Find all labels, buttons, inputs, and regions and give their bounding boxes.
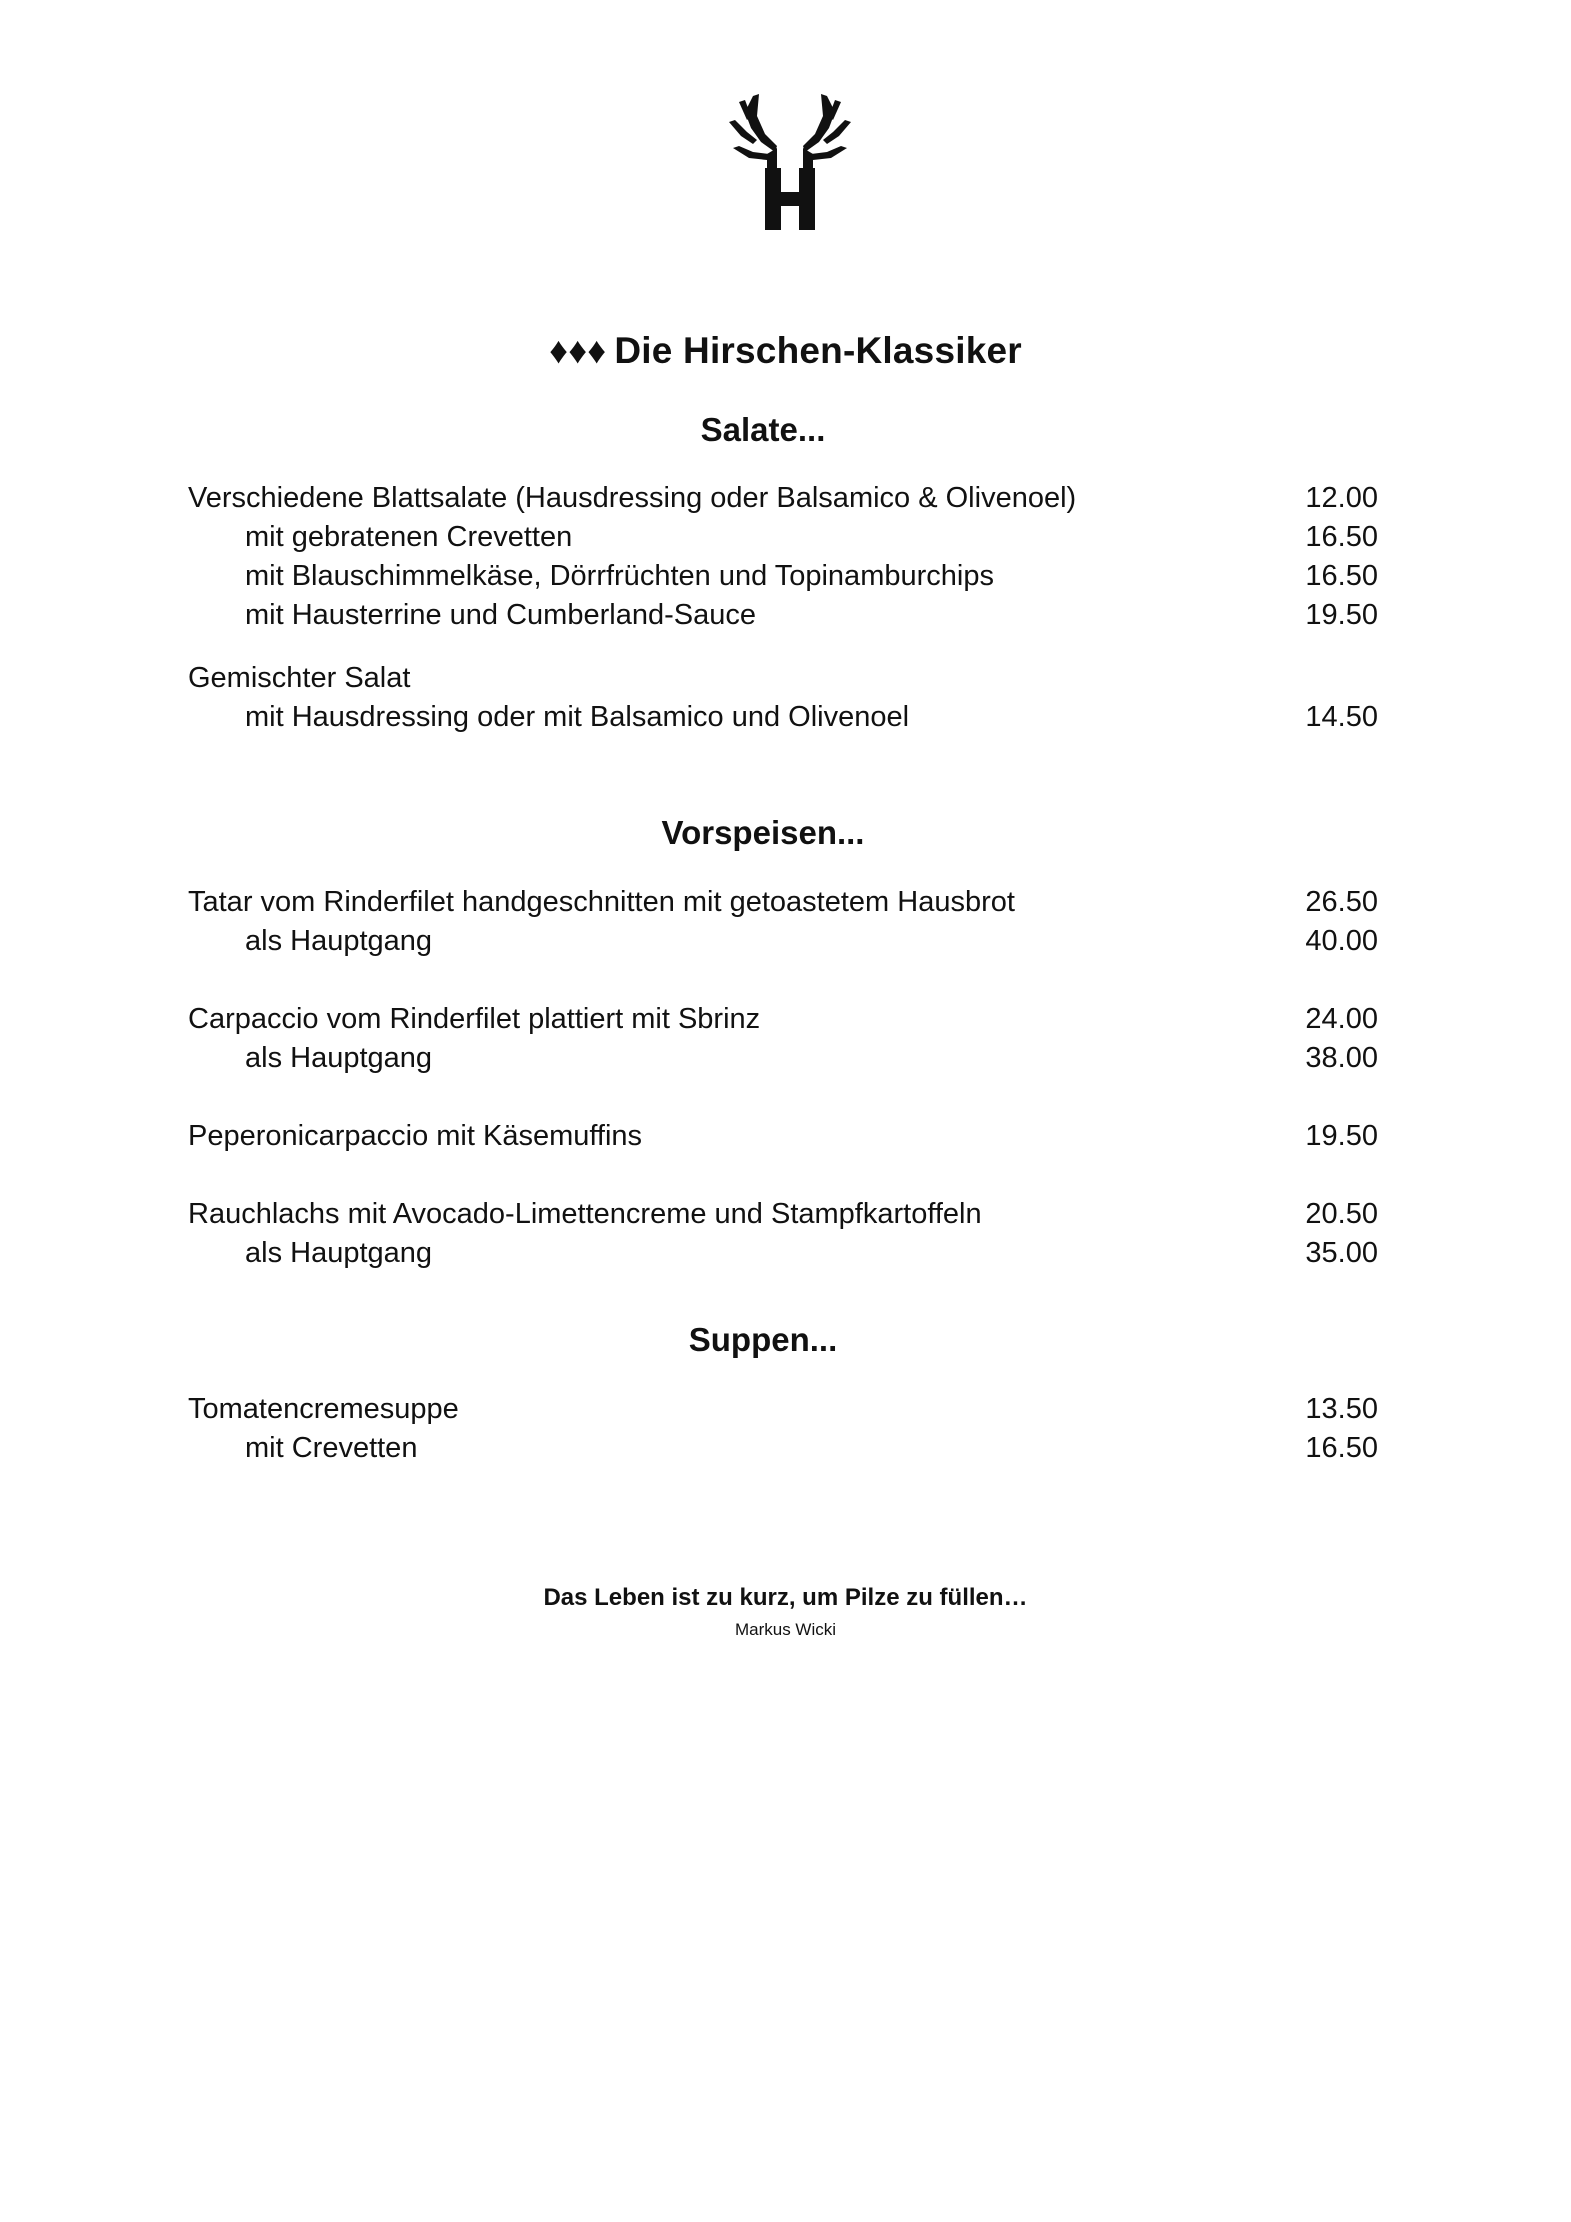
menu-item-price: 14.50 — [1305, 701, 1378, 733]
menu-item-name: mit Hausdressing oder mit Balsamico und Olivenoel — [245, 701, 910, 733]
menu-item-name: Gemischter Salat — [188, 662, 411, 694]
section-title-vorspeisen: Vorspeisen... — [661, 814, 865, 851]
section-title-suppen: Suppen... — [688, 1321, 838, 1358]
page-title-text: Die Hirschen-Klassiker — [614, 330, 1022, 371]
menu-item-price: 24.00 — [1305, 1003, 1378, 1035]
menu-group — [188, 1117, 1378, 1156]
page-title — [0, 330, 1571, 372]
menu-item — [188, 1000, 1378, 1039]
menu-group — [188, 1000, 1378, 1078]
section-vorspeisen — [188, 883, 1378, 1273]
footer-quote-author: Markus Wicki — [734, 1620, 837, 1639]
diamond-icons: ♦♦♦ — [549, 330, 607, 371]
menu-item-price: 16.50 — [1305, 521, 1378, 553]
menu-item-name: Tomatencremesuppe — [188, 1393, 459, 1425]
menu-item-price: 16.50 — [1305, 560, 1378, 592]
menu-item — [188, 659, 1378, 698]
menu-item — [188, 1195, 1378, 1234]
menu-item-name: Peperonicarpaccio mit Käsemuffins — [188, 1120, 643, 1152]
menu-item-price: 35.00 — [1305, 1237, 1378, 1269]
menu-item-price: 12.00 — [1305, 482, 1378, 514]
menu-item-price: 13.50 — [1305, 1393, 1378, 1425]
menu-item — [188, 557, 1378, 596]
menu-item-name: mit gebratenen Crevetten — [245, 521, 573, 553]
menu-item-price: 19.50 — [1305, 599, 1378, 631]
menu-item-price: 16.50 — [1305, 1432, 1378, 1464]
menu-item-price: 26.50 — [1305, 886, 1378, 918]
menu-item-name: mit Crevetten — [245, 1432, 418, 1464]
stag-antler-h-logo-icon — [725, 88, 855, 233]
menu-group — [188, 479, 1378, 635]
menu-item — [188, 1234, 1378, 1273]
menu-item — [188, 922, 1378, 961]
menu-item-name: mit Blauschimmelkäse, Dörrfrüchten und Topinamburchips — [245, 560, 994, 592]
menu-item-price: 19.50 — [1305, 1120, 1378, 1152]
menu-item — [188, 1117, 1378, 1156]
menu-item — [188, 479, 1378, 518]
menu-item-price: 20.50 — [1305, 1198, 1378, 1230]
menu-item — [188, 518, 1378, 557]
menu-item — [188, 883, 1378, 922]
section-suppen — [188, 1390, 1378, 1468]
menu-item-name: mit Hausterrine und Cumberland-Sauce — [245, 599, 756, 631]
menu-item — [188, 1390, 1378, 1429]
menu-group — [188, 659, 1378, 737]
menu-item — [188, 698, 1378, 737]
section-title-salate: Salate... — [700, 411, 826, 448]
menu-item-name: als Hauptgang — [245, 1237, 433, 1269]
footer-quote: Das Leben ist zu kurz, um Pilze zu füllen… — [543, 1584, 1028, 1611]
menu-item-name: Rauchlachs mit Avocado-Limettencreme und Stampfkartoffeln — [188, 1198, 982, 1230]
menu-group — [188, 1195, 1378, 1273]
menu-item-name: Verschiedene Blattsalate (Hausdressing oder Balsamico & Olivenoel) — [188, 482, 1077, 514]
menu-item-name: Tatar vom Rinderfilet handgeschnitten mit getoastetem Hausbrot — [188, 886, 1015, 918]
section-salate — [188, 479, 1378, 737]
menu-item-name: als Hauptgang — [245, 1042, 433, 1074]
menu-item-name: als Hauptgang — [245, 925, 433, 957]
menu-item-price: 38.00 — [1305, 1042, 1378, 1074]
menu-group — [188, 883, 1378, 961]
menu-item — [188, 1039, 1378, 1078]
menu-group — [188, 1390, 1378, 1468]
menu-item-price: 40.00 — [1305, 925, 1378, 957]
menu-item-name: Carpaccio vom Rinderfilet plattiert mit Sbrinz — [188, 1003, 761, 1035]
menu-item — [188, 1429, 1378, 1468]
menu-item — [188, 596, 1378, 635]
